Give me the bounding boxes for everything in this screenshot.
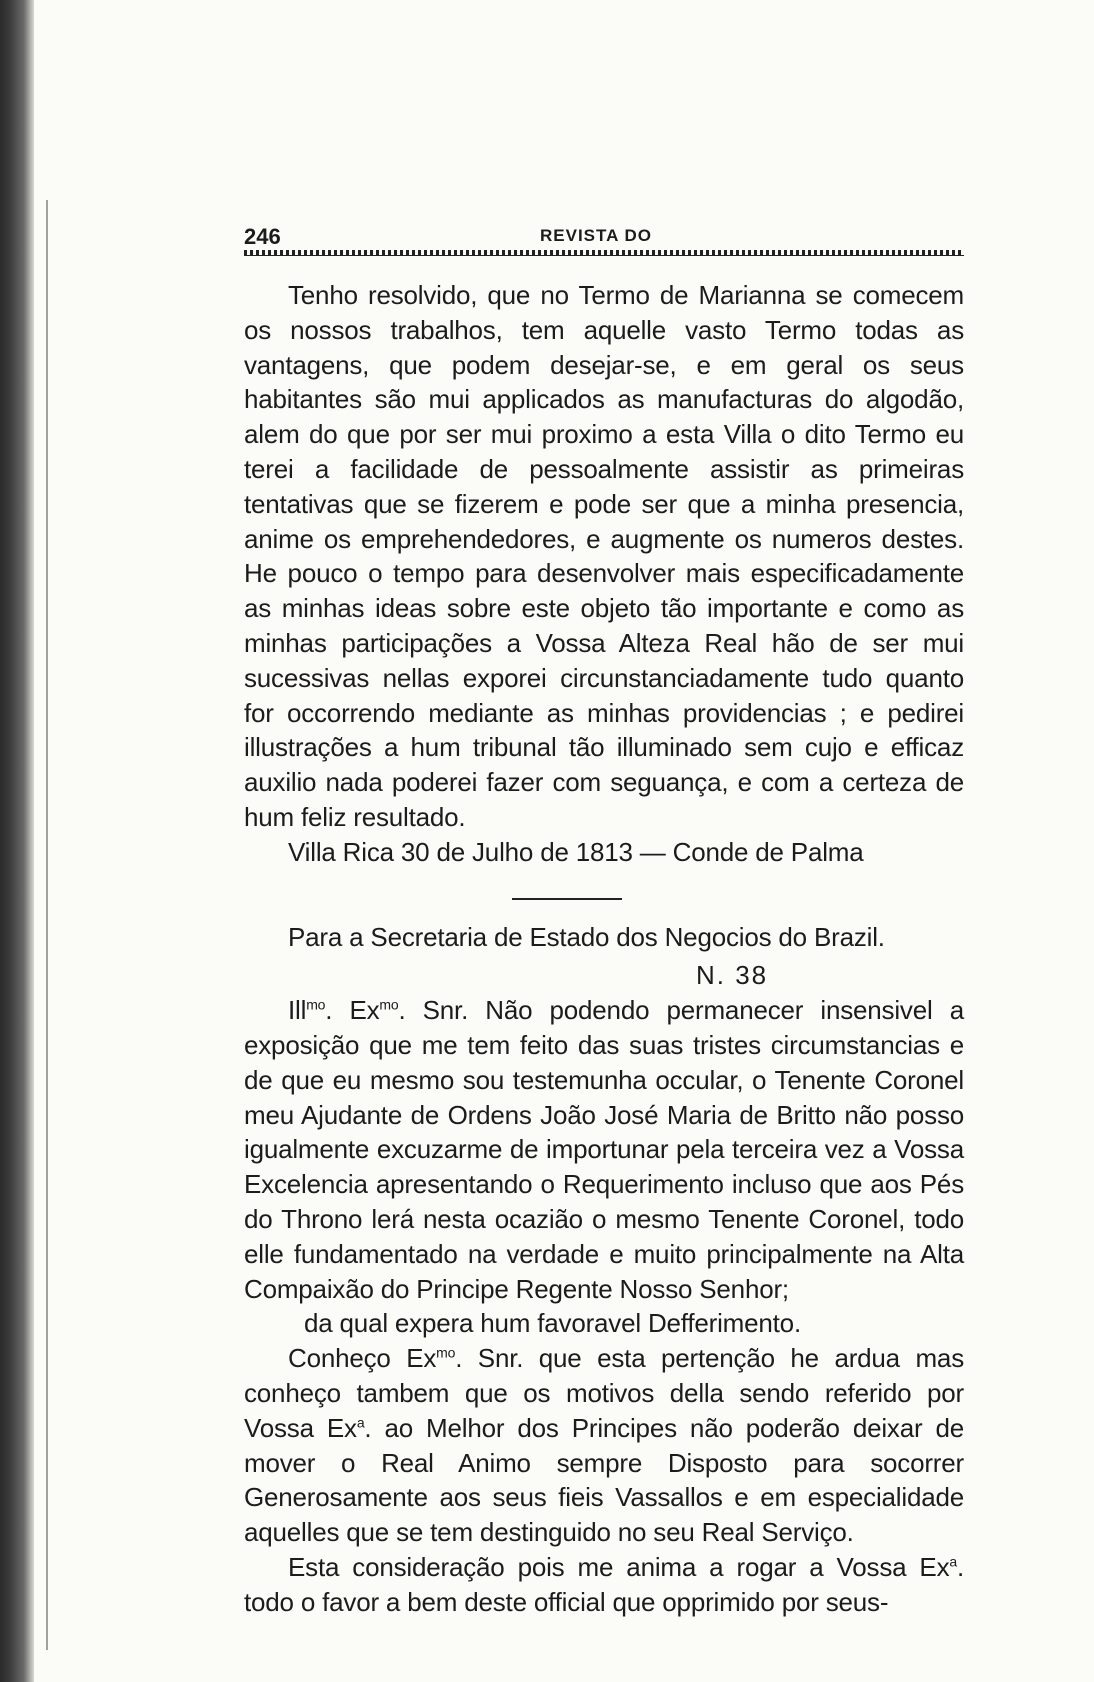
section-divider: [512, 898, 622, 900]
page-number: 246: [244, 224, 281, 249]
paragraph-2-rest: . ao Melhor dos Principes não poderão deixar de mover o Real Animo sempre Disposto para socorrer Generosamente aos seus fieis Vassallos e em especialidade aquelles que se tem destinguido no seu Real Serviço.: [244, 1412, 965, 1548]
page-body: [244, 278, 964, 1619]
letter-two-paragraph-1-closing: da qual expera hum favoravel Defferimento.: [304, 1308, 801, 1339]
running-title: REVISTA DO: [540, 226, 653, 245]
letter-one-signoff: Villa Rica 30 de Julho de 1813 — Conde de Palma: [288, 836, 864, 867]
paragraph-3-lead: Esta consideração pois me anima a rogar a Vossa Ex: [288, 1551, 950, 1582]
letter-two-recipient: Para a Secretaria de Estado dos Negocios do Brazil.: [288, 921, 885, 952]
document-number: N. 38: [696, 960, 769, 991]
paragraph-2-middle: . Snr. que esta pertenção he ardua mas conheço tambem que os motivos della sendo referido por Vossa Ex: [244, 1343, 964, 1443]
letter-one-body: Tenho resolvido, que no Termo de Marianna se comecem os nossos trabalhos, tem aquelle vasto Termo todas as vantagens, que podem desejar-se, e em geral os seus habitantes são mui applicados as manufacturas do algodão, alem do que por ser mui proximo a esta Villa o dito Termo eu terei a facilidade de pessoalmente assistir as primeiras tentativas que se fizerem e pode ser que a minha presencia, anime os emprehendedores, e augmente os numeros destes. He pouco o tempo para desenvolver mais especificadamente as minhas ideas sobre este objeto tão importante e como as minhas participações a Vossa Alteza Real hão de ser mui sucessivas nellas exporei circunstanciadamente tudo quanto for occorrendo mediante as minhas providencias ; e pedirei illustrações a hum tribunal tão illuminado sem cujo e efficaz auxilio nada poderei fazer com seguança, e com a certeza de hum feliz resultado.: [244, 280, 964, 832]
gutter-shadow: [46, 200, 48, 1650]
letter-two-paragraph-2: [244, 1341, 964, 1550]
salutation-exmo: . Ex: [325, 995, 380, 1026]
header-rule: [244, 250, 964, 256]
running-header: [244, 210, 964, 250]
paragraph-2-superscript: mo: [436, 1344, 456, 1361]
salutation-ill: Ill: [288, 995, 307, 1026]
salutation-ill-superscript: mo: [306, 996, 326, 1013]
salutation-exmo-superscript: mo: [379, 996, 399, 1013]
book-binding-edge: [0, 0, 34, 1682]
paragraph-3-rest: . todo o favor a bem deste official que opprimido por seus-: [244, 1551, 964, 1617]
paragraph-1-text: . Snr. Não podendo permanecer insensivel a exposição que me tem feito das suas tristes circumstancias e de que eu mesmo sou testemunha occular, o Tenente Coronel meu Ajudante de Ordens João José Maria de Britto não posso igualmente excuzarme de importunar pela terceira vez a Vossa Excelencia apresentando o Requerimento incluso que aos Pés do Throno lerá nesta ocazião o mesmo Tenente Coronel, todo elle fundamentado na verdade e muito principalmente na Alta Compaixão do Principe Regente Nosso Senhor;: [244, 995, 964, 1304]
paragraph-2-lead: Conheço Ex: [288, 1343, 437, 1374]
letter-two-paragraph-1: [244, 993, 964, 1306]
paragraph-3-superscript: a: [949, 1553, 957, 1570]
letter-two-paragraph-3: [244, 1550, 964, 1620]
book-page: [244, 210, 964, 1619]
paragraph-2-superscript-2: a: [356, 1414, 365, 1431]
